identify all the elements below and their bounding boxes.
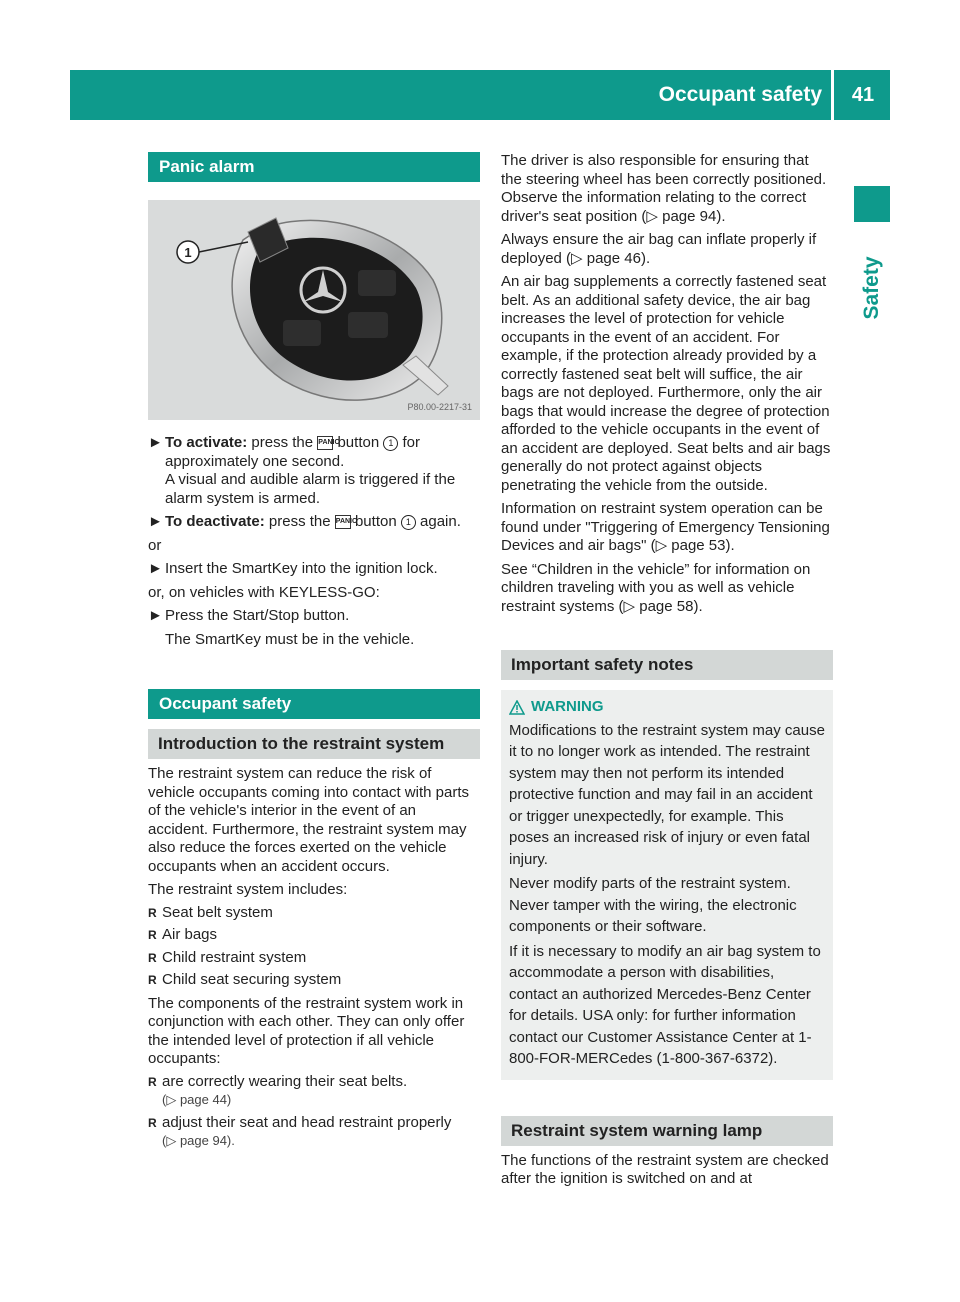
figure-id: P80.00-2217-31 (407, 401, 472, 412)
warning-paragraph-3: If it is necessary to modify an air bag system to accommodate a person with disabilities, contact an authorized Mercedes-Benz Center for details. USA only: for further information contact our Customer Assistance Center at 1-800-FOR-MERCedes (1-800-367-6372). (509, 942, 821, 1067)
or-text: or (148, 536, 162, 554)
bullet-icon: R (148, 1074, 157, 1089)
safety-notes-heading: Important safety notes (501, 650, 833, 680)
page-title: Occupant safety (658, 83, 822, 106)
bullet-icon: R (148, 973, 157, 987)
panic-button-icon: PANIC (317, 436, 333, 450)
includes-text: The restraint system includes: (148, 881, 348, 898)
keyless-text: or, on vehicles with KEYLESS-GO: (148, 583, 380, 601)
list-item: R Seat belt system (148, 903, 273, 921)
insert-key-step: ► Insert the SmartKey into the ignition lock. (148, 560, 438, 577)
list-item: R Child restraint system (148, 948, 307, 966)
warning-paragraph-2: Never modify parts of the restraint system. Never tamper with the wiring, the electronic components or their software. (509, 875, 797, 935)
list-item: R are correctly wearing their seat belts. (▷ page 44) (148, 1072, 408, 1107)
deactivate-step: ► To deactivate: press the PANIC button 1 again. (148, 513, 461, 530)
warning-lamp-paragraph: The functions of the restraint system are checked after the ignition is switched on and at (501, 1151, 829, 1187)
section-side-label: Safety (860, 256, 883, 320)
airbag-inflate-paragraph: Always ensure the air bag can inflate properly if deployed (▷ page 46). (501, 231, 817, 267)
components-paragraph: The components of the restraint system work in conjunction with each other. They can only offer the intended level of protection if all vehicle occupants: (148, 994, 465, 1067)
airbag-supplement-paragraph: An air bag supplements a correctly fastened seat belt. As an additional safety device, the air bag increases the level of protection for vehicle occupants in the event of an accident. For example, if the protection already provided by a correctly fastened seat belt will suffice, the air bags are not deployed. Furthermore, only the air bags that would increase the degree of protection afforded to the vehicle occupants in the event of an accident are deployed. Seat belts and air bags generally do not protect against objects penetrating the vehicle from the outside. (501, 273, 831, 494)
smartkey-figure (148, 200, 480, 420)
action-arrow-icon: ► (148, 513, 163, 530)
intro-paragraph: The restraint system can reduce the risk of vehicle occupants coming into contact with parts of the vehicle's interior in the event of an accident. Furthermore, the restraint system may also reduce the forces exerted on the vehicle occupants when an accident occurs. (148, 765, 469, 875)
page-number: 41 (851, 84, 875, 106)
children-paragraph: See “Children in the vehicle” for information on children traveling with you as well as vehicle restraint systems (▷ page 58). (501, 560, 811, 615)
list-item: R Air bags (148, 926, 218, 943)
callout-1-icon: 1 (401, 515, 416, 530)
warning-lamp-heading: Restraint system warning lamp (501, 1116, 833, 1146)
panic-button-icon: PANIC (335, 515, 351, 529)
warning-triangle-icon (509, 700, 525, 715)
smartkey-note: The SmartKey must be in the vehicle. (165, 630, 415, 648)
warning-box (501, 690, 833, 1080)
occupant-safety-heading: Occupant safety (148, 689, 480, 719)
action-arrow-icon: ► (148, 434, 163, 451)
bullet-icon: R (148, 1115, 157, 1130)
smartkey-illustration (148, 200, 480, 420)
press-start-step: ► Press the Start/Stop button. (148, 607, 350, 624)
action-arrow-icon: ► (148, 607, 163, 624)
activate-result: A visual and audible alarm is triggered if the alarm system is armed. (165, 471, 456, 507)
intro-restraint-heading: Introduction to the restraint system (148, 729, 480, 759)
bullet-icon: R (148, 950, 157, 965)
right-column (501, 152, 833, 1189)
callout-1-icon: 1 (383, 436, 398, 451)
page-reference: (▷ page 44) (162, 1092, 232, 1107)
page-reference: (▷ page 94). (162, 1133, 235, 1148)
restraint-info-paragraph: Information on restraint system operation can be found under "Triggering of Emergency Tensioning Devices and air bags" (▷ page 53). (501, 500, 830, 554)
figure-callout-1: 1 (184, 245, 192, 260)
section-tab-marker (854, 186, 890, 222)
left-column (148, 152, 480, 1151)
panic-alarm-heading: Panic alarm (148, 152, 480, 182)
warning-paragraph-1: Modifications to the restraint system may cause it to no longer work as intended. The restraint system may then not perform its intended protective function and may fail in an accident or trigger unexpectedly, for example. This poses an increased risk of injury or even fatal injury. (509, 721, 825, 868)
bullet-icon: R (148, 928, 157, 942)
driver-paragraph: The driver is also responsible for ensuring that the steering wheel has been correctly positioned. Observe the information relating to the correct driver's seat position (▷ page 94). (501, 152, 827, 225)
activate-step: ► To activate: press the PANIC button 1 for approximately one second. (148, 434, 421, 470)
warning-title: WARNING (509, 698, 825, 717)
action-arrow-icon: ► (148, 560, 163, 577)
header-divider (831, 70, 834, 120)
bullet-icon: R (148, 905, 157, 920)
list-item: R adjust their seat and head restraint properly (▷ page 94). (148, 1113, 452, 1148)
list-item: R Child seat securing system (148, 971, 342, 988)
